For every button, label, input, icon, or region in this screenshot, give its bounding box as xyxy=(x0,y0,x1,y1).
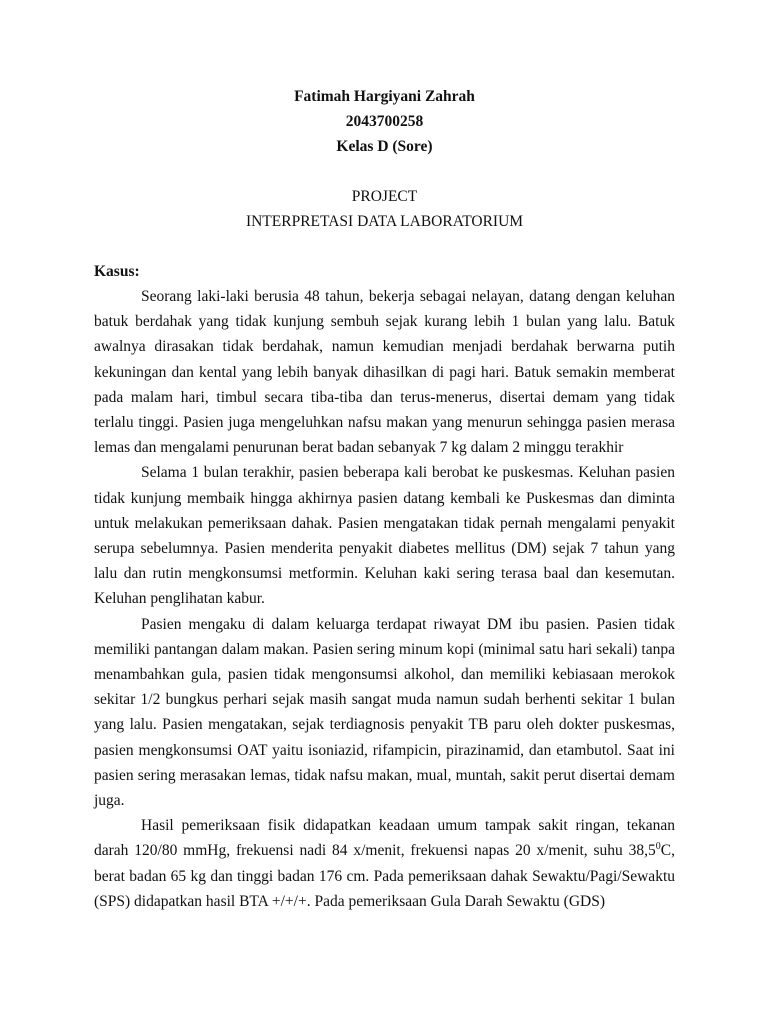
case-paragraph-4 xyxy=(94,813,675,914)
title-line-1: PROJECT xyxy=(351,188,418,205)
case-paragraph-2: Selama 1 bulan terakhir, pasien beberapa kali berobat ke puskesmas. Keluhan pasien tidak kunjung membaik hingga akhirnya pasien datang kembali ke Puskesmas dan diminta untuk melakukan pemeriksaan dahak. Pasien mengatakan tidak pernah mengalami penyakit serupa sebelumnya. Pasien menderita penyakit diabetes mellitus (DM) sejak 7 tahun yang lalu dan rutin mengkonsumsi metformin. Keluhan kaki sering terasa baal dan kesemutan. Keluhan penglihatan kabur. xyxy=(94,464,675,608)
case-label: Kasus: xyxy=(94,263,140,280)
case-paragraph-3: Pasien mengaku di dalam keluarga terdapat riwayat DM ibu pasien. Pasien tidak memiliki pantangan dalam makan. Pasien sering minum kopi (minimal satu hari sekali) tanpa menambahkan gula, pasien tidak mengonsumsi alkohol, dan memiliki kebiasaan merokok sekitar 1/2 bungkus perhari sejak masih sangat muda namun sudah berhenti sekitar 1 bulan yang lalu. Pasien mengatakan, sejak terdiagnosis penyakit TB paru oleh dokter puskesmas, pasien mengkonsumsi OAT yaitu isoniazid, rifampicin, pirazinamid, dan etambutol. Saat ini pasien sering merasakan lemas, tidak nafsu makan, mual, muntah, sakit perut disertai demam juga. xyxy=(94,615,675,810)
case-paragraph-1: Seorang laki-laki berusia 48 tahun, bekerja sebagai nelayan, datang dengan keluhan batuk berdahak yang tidak kunjung sembuh sejak kurang lebih 1 bulan yang lalu. Batuk awalnya dirasakan tidak berdahak, namun kemudian menjadi berdahak berwarna putih kekuningan dan kental yang lebih banyak dihasilkan di pagi hari. Batuk semakin memberat pada malam hari, timbul secara tiba-tiba dan terus-menerus, disertai demam yang tidak terlalu tinggi. Pasien juga mengeluhkan nafsu makan yang menurun sehingga pasien merasa lemas dan mengalami penurunan berat badan sebanyak 7 kg dalam 2 minggu terakhir xyxy=(94,288,675,457)
author-name: Fatimah Hargiyani Zahrah xyxy=(294,88,475,105)
case-paragraph-4-part-2: C, berat badan 65 kg dan tinggi badan 176 cm. Pada pemeriksaan dahak Sewaktu/Pagi/Sewaktu (SPS) didapatkan hasil BTA +/+/+. Pada pemeriksaan Gula Darah Sewaktu (GDS) xyxy=(94,842,675,910)
document-page xyxy=(94,84,675,914)
case-paragraph-4-part-1: Hasil pemeriksaan fisik didapatkan keadaan umum tampak sakit ringan, tekanan darah 120/80 mmHg, frekuensi nadi 84 x/menit, frekuensi napas 20 x/menit, suhu 38,5 xyxy=(94,817,675,860)
degree-superscript: 0 xyxy=(655,841,661,853)
title-line-2: INTERPRETASI DATA LABORATORIUM xyxy=(245,213,524,230)
author-header xyxy=(94,84,675,159)
student-id: 2043700258 xyxy=(345,113,424,130)
document-title xyxy=(94,184,675,234)
class-info: Kelas D (Sore) xyxy=(336,138,433,155)
